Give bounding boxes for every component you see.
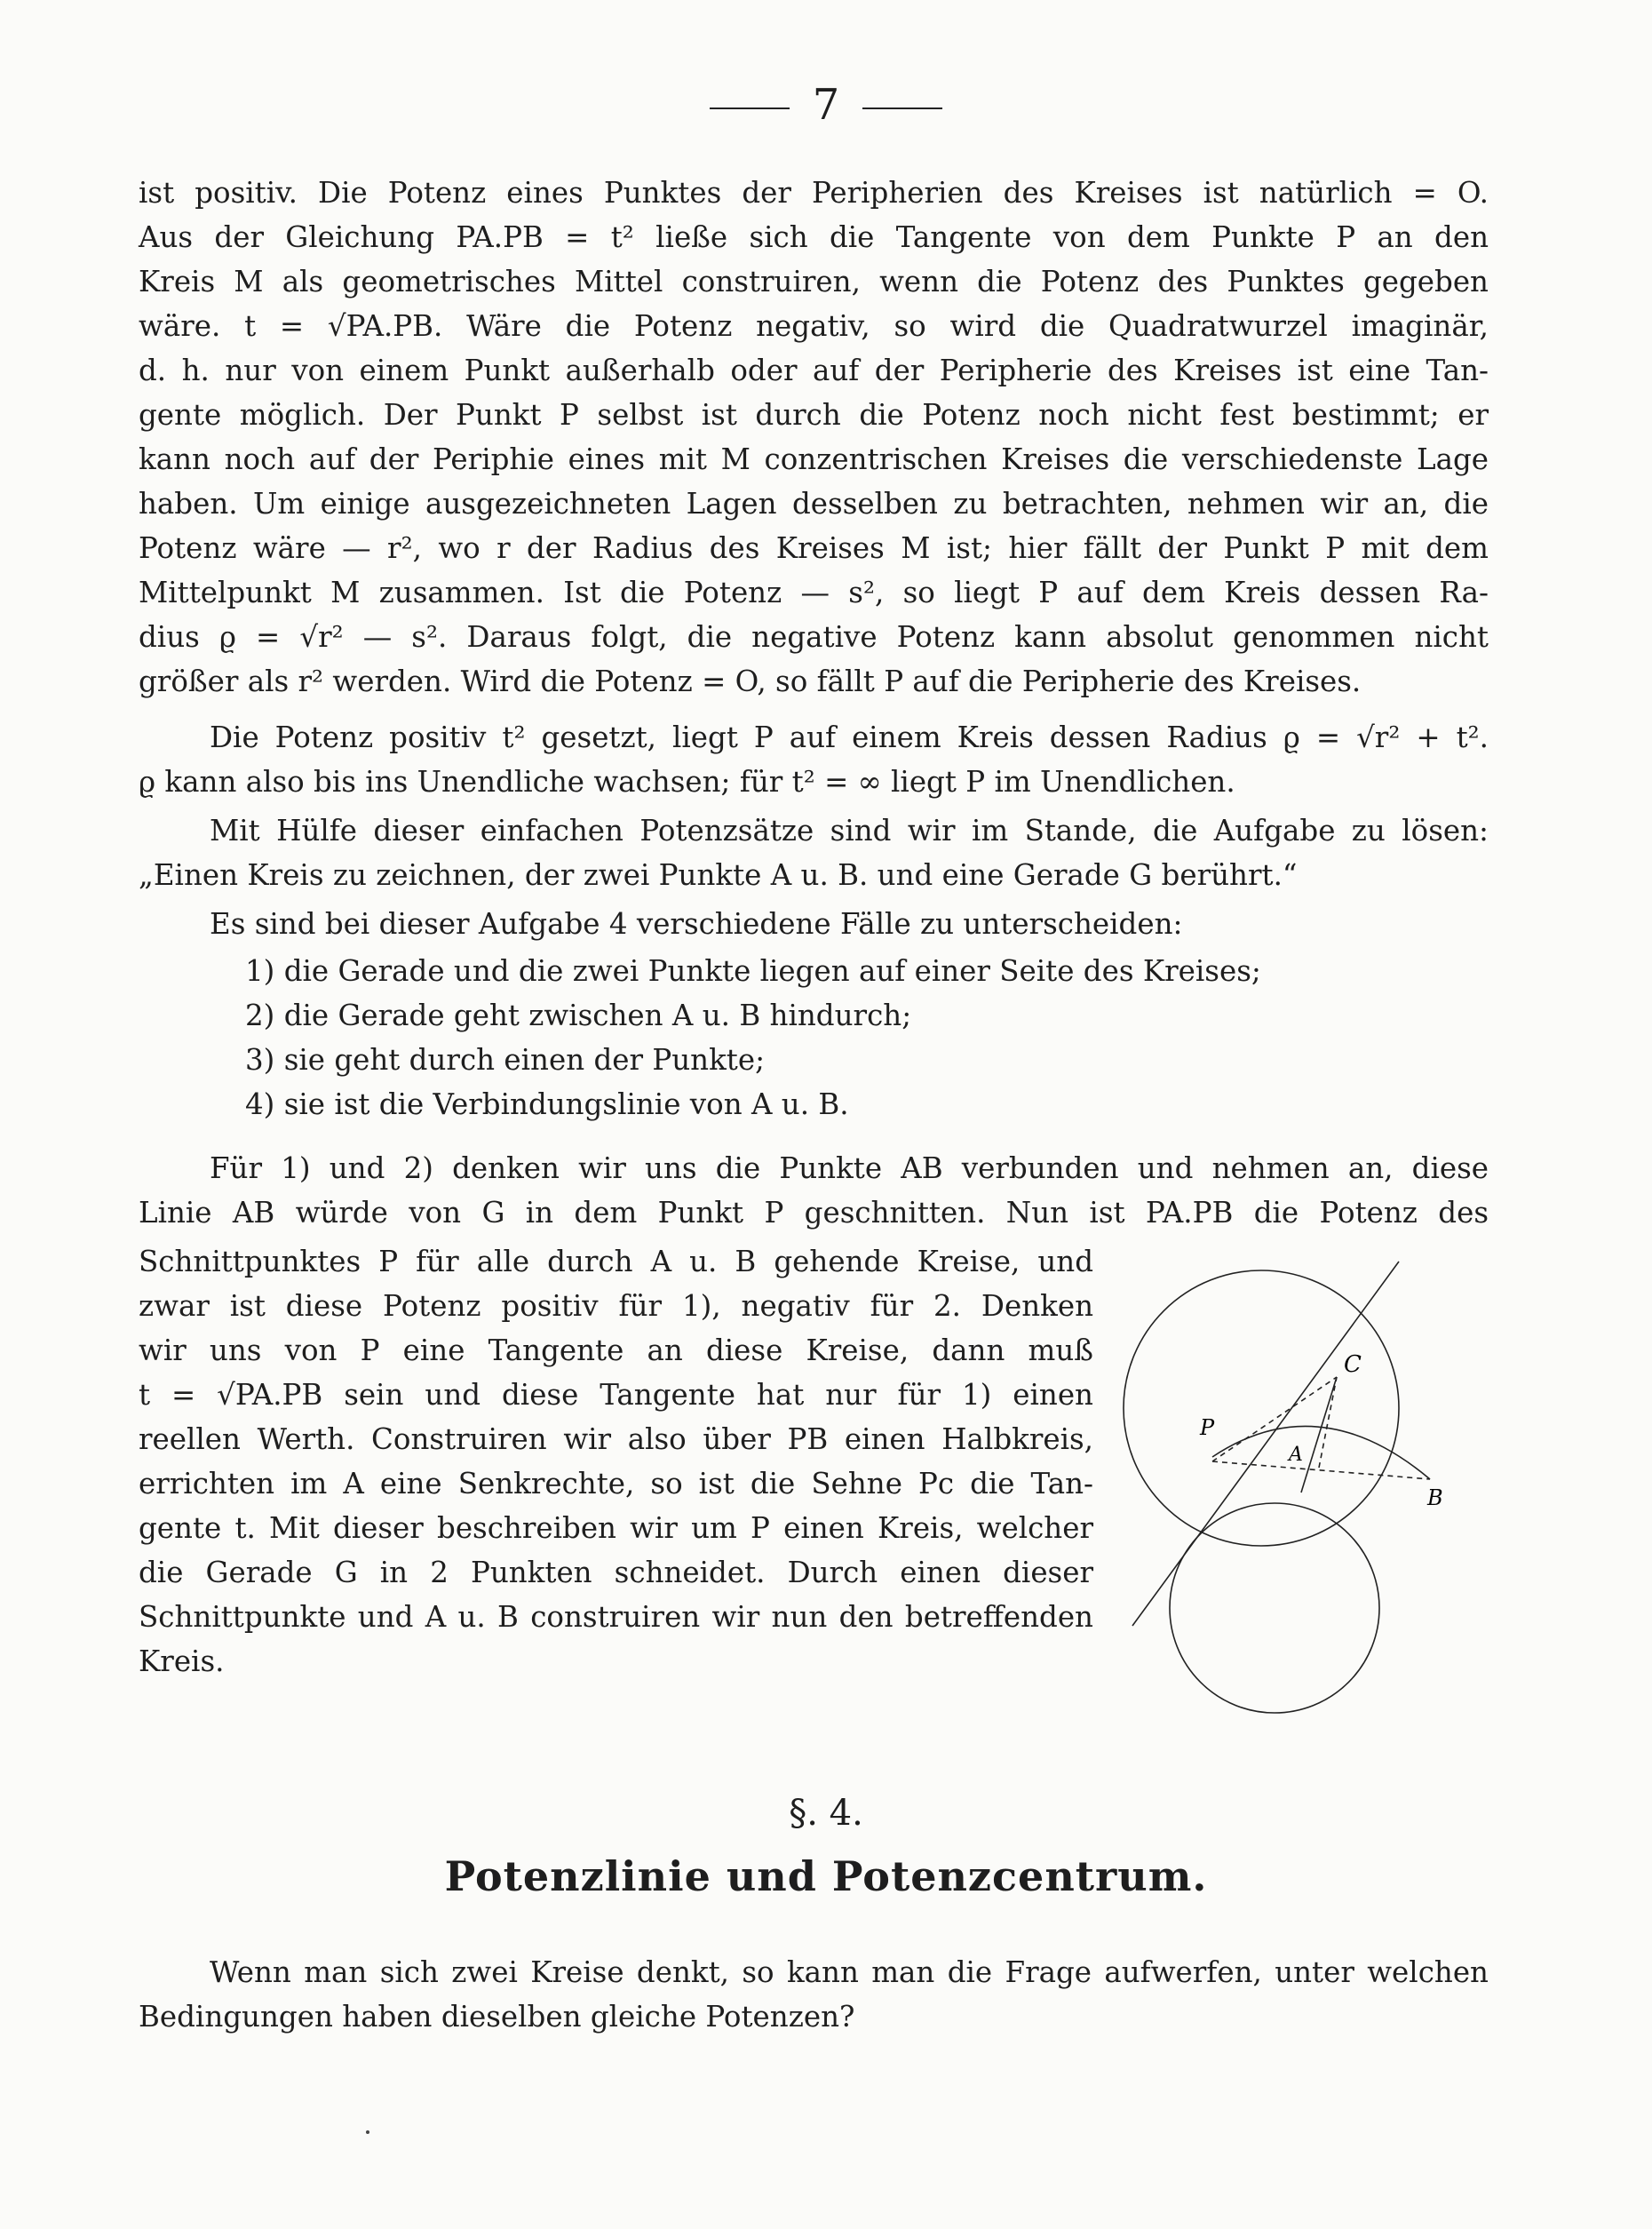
- text-line: reellen Werth. Construiren wir also über PB einen Halbkreis,: [139, 1422, 1093, 1456]
- text-line: dius ϱ = √r² — s². Daraus folgt, die negative Potenz kann absolut genommen nicht: [139, 620, 1489, 654]
- text-line: d. h. nur von einem Punkt außerhalb oder auf der Peripherie des Kreises ist eine Tan-: [139, 354, 1489, 387]
- paragraph-5: [139, 1146, 1489, 1235]
- text-line: gente t. Mit dieser beschreiben wir um P einen Kreis, welcher: [139, 1511, 1093, 1545]
- text-line: Kreis.: [139, 1644, 225, 1678]
- text-line: ist positiv. Die Potenz eines Punktes der Peripherien des Kreises ist natürlich = O.: [139, 176, 1489, 210]
- perpendicular-a: [1319, 1377, 1337, 1468]
- list-item: 3) sie geht durch einen der Punkte;: [245, 1043, 766, 1077]
- list-item: 2) die Gerade geht zwischen A u. B hindurch;: [245, 999, 912, 1032]
- text-line: zwar ist diese Potenz positiv für 1), negativ für 2. Denken: [139, 1289, 1093, 1323]
- case-list: [139, 949, 1489, 1126]
- tangent-pc: [1212, 1377, 1337, 1461]
- text-line: Wenn man sich zwei Kreise denkt, so kann man die Frage aufwerfen, unter welchen: [210, 1955, 1489, 1989]
- label-a: A: [1289, 1444, 1303, 1466]
- text-line: wäre. t = √PA.PB. Wäre die Potenz negativ, so wird die Quadratwurzel imaginär,: [139, 309, 1489, 343]
- lower-circle: [1170, 1503, 1379, 1713]
- header-rule-right: [862, 107, 942, 109]
- paragraph-5-narrow: [139, 1239, 1093, 1684]
- label-p: P: [1200, 1415, 1215, 1440]
- text-line: gente möglich. Der Punkt P selbst ist durch die Potenz noch nicht fest bestimmt; er: [139, 398, 1489, 432]
- section-title: Potenzlinie und Potenzcentrum.: [444, 1852, 1208, 1900]
- text-line: Schnittpunktes P für alle durch A u. B gehende Kreise, und: [139, 1245, 1093, 1278]
- text-line: die Gerade G in 2 Punkten schneidet. Durch einen dieser: [139, 1556, 1093, 1589]
- label-b: B: [1427, 1485, 1443, 1510]
- text-line: wir uns von P eine Tangente an diese Kreise, dann muß: [139, 1333, 1093, 1367]
- text-line: Schnittpunkte und A u. B construiren wir nun den betreffenden: [139, 1600, 1093, 1634]
- text-line: Mit Hülfe dieser einfachen Potenzsätze sind wir im Stande, die Aufgabe zu lösen:: [210, 814, 1489, 848]
- text-line: kann noch auf der Periphie eines mit M conzentrischen Kreises die verschiedenste Lage: [139, 442, 1489, 476]
- list-item: 1) die Gerade und die zwei Punkte liegen auf einer Seite des Kreises;: [245, 954, 1261, 988]
- text-line: Es sind bei dieser Aufgabe 4 verschiedene Fälle zu unterscheiden:: [210, 907, 1183, 941]
- paragraph-2: [139, 715, 1489, 804]
- list-item: 4) sie ist die Verbindungslinie von A u. B.: [245, 1087, 849, 1121]
- text-line: Mittelpunkt M zusammen. Ist die Potenz — s², so liegt P auf dem Kreis dessen Ra-: [139, 576, 1489, 609]
- text-line: ϱ kann also bis ins Unendliche wachsen; für t² = ∞ liegt P im Unendlichen.: [139, 765, 1235, 799]
- section-number: §. 4.: [789, 1793, 863, 1834]
- paragraph-4: [139, 902, 1489, 946]
- text-line: Für 1) und 2) denken wir uns die Punkte AB verbunden und nehmen an, diese: [210, 1151, 1489, 1185]
- paragraph-6: [139, 1950, 1489, 2039]
- text-line: „Einen Kreis zu zeichnen, der zwei Punkte A u. B. und eine Gerade G berührt.“: [139, 858, 1298, 892]
- text-line: Kreis M als geometrisches Mittel construiren, wenn die Potenz des Punktes gegeben: [139, 265, 1489, 299]
- text-line: Linie AB würde von G in dem Punkt P geschnitten. Nun ist PA.PB die Potenz des: [139, 1196, 1489, 1230]
- text-line: Bedingungen haben dieselben gleiche Potenzen?: [139, 2000, 855, 2034]
- text-line: größer als r² werden. Wird die Potenz = O, so fällt P auf die Peripherie des Kreises.: [139, 665, 1362, 698]
- paragraph-1: [139, 171, 1489, 704]
- text-line: errichten im A eine Senkrechte, so ist die Sehne Pc die Tan-: [139, 1467, 1093, 1501]
- secant-pb: [1212, 1461, 1430, 1479]
- text-line: Potenz wäre — r², wo r der Radius des Kreises M ist; hier fällt der Punkt P mit dem: [139, 531, 1489, 565]
- line-g: [1132, 1262, 1399, 1626]
- header-rule-left: [710, 107, 790, 109]
- label-c: C: [1344, 1351, 1362, 1378]
- geometry-figure: [1115, 1235, 1488, 1715]
- text-line: Aus der Gleichung PA.PB = t² ließe sich die Tangente von dem Punkte P an den: [139, 220, 1489, 254]
- text-line: t = √PA.PB sein und diese Tangente hat nur für 1) einen: [139, 1378, 1093, 1412]
- page-number: 7: [812, 80, 840, 130]
- text-line: Die Potenz positiv t² gesetzt, liegt P auf einem Kreis dessen Radius ϱ = √r² + t².: [210, 720, 1489, 754]
- ink-speck: [366, 2130, 369, 2134]
- text-line: haben. Um einige ausgezeichneten Lagen desselben zu betrachten, nehmen wir an, die: [139, 487, 1489, 521]
- chord-cb: [1301, 1377, 1337, 1493]
- paragraph-3: [139, 808, 1489, 897]
- page-number-header: [0, 80, 1652, 130]
